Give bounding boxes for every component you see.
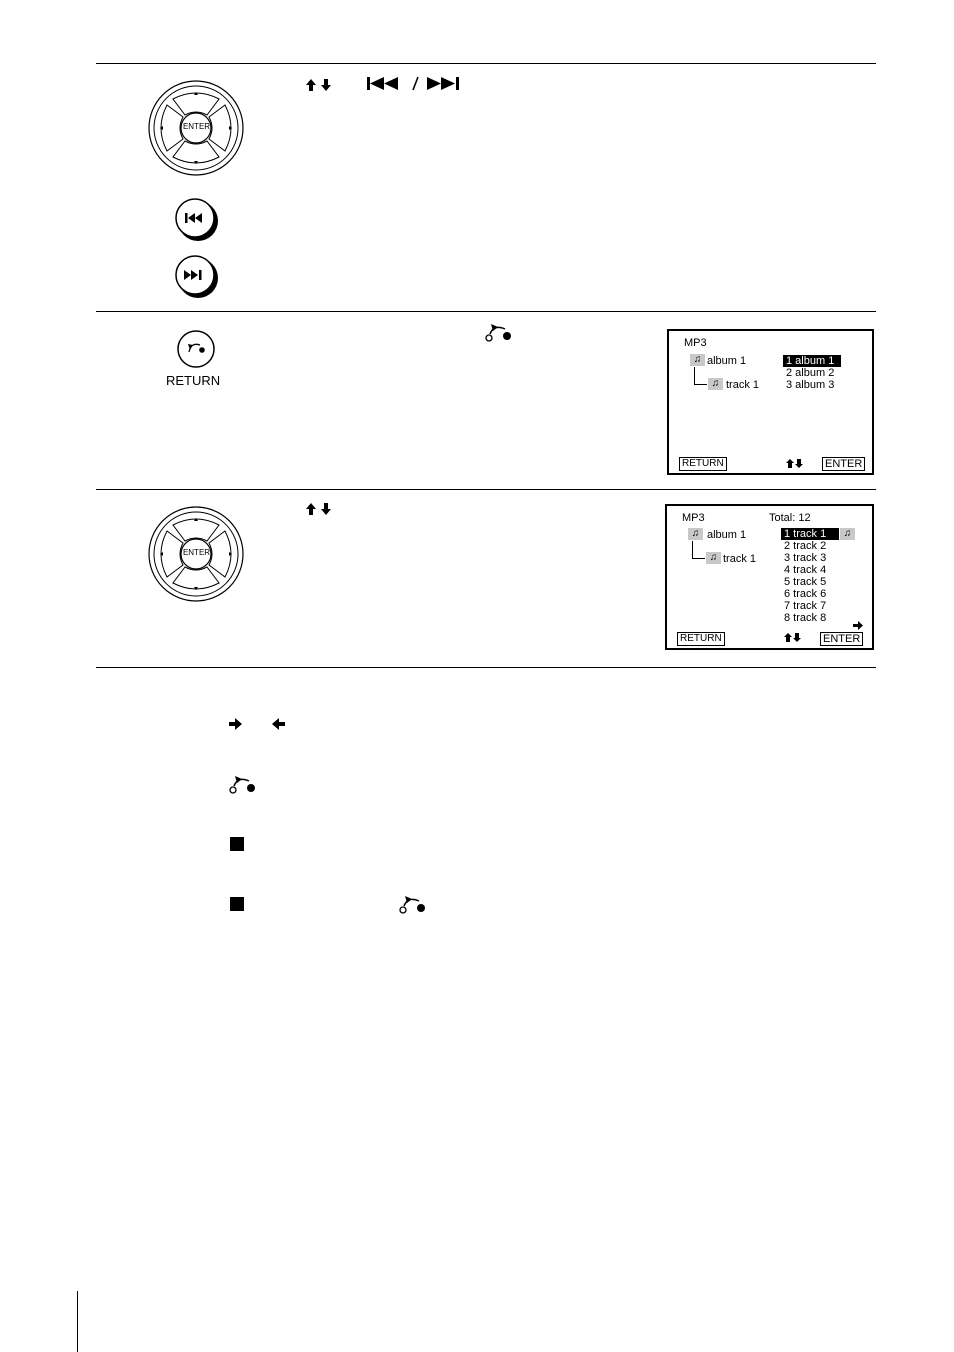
list-item[interactable]: 3 track 3: [784, 552, 827, 564]
total-count: Total: 12: [769, 512, 811, 524]
up-down-arrows-icon: [306, 503, 338, 515]
track-list-screen: [665, 504, 874, 650]
prev-button-icon: [174, 197, 220, 243]
prev-next-icon: [367, 76, 465, 92]
right-left-arrows-icon: [229, 718, 285, 730]
stop-icon: [230, 837, 245, 852]
tree-track-label: track 1: [726, 379, 760, 391]
music-note-icon: ♫: [709, 552, 718, 563]
page-margin-line: [77, 1291, 78, 1352]
tree-track-label: track 1: [723, 553, 757, 565]
list-item[interactable]: 5 track 5: [784, 576, 827, 588]
enter-key-hint: ENTER: [822, 457, 865, 471]
album-list-screen: [667, 329, 874, 475]
music-note-icon: ♫: [843, 528, 852, 539]
enter-button[interactable]: ENTER: [182, 548, 211, 557]
return-icon: [485, 322, 515, 342]
list-item[interactable]: 3 album 3: [786, 379, 835, 391]
list-item[interactable]: 4 track 4: [784, 564, 827, 576]
up-down-arrows-icon: [784, 633, 802, 642]
tree-line: [692, 558, 705, 559]
list-item[interactable]: 8 track 8: [784, 612, 827, 624]
music-note-icon: ♫: [693, 354, 702, 365]
divider-step3: [96, 489, 876, 490]
list-item[interactable]: 2 album 2: [786, 367, 835, 379]
divider-bottom: [96, 667, 876, 668]
return-icon: [229, 774, 259, 794]
divider-step2: [96, 311, 876, 312]
stop-icon: [230, 897, 245, 912]
tree-album-label: album 1: [707, 529, 747, 541]
list-item-selected[interactable]: 1 album 1: [783, 355, 841, 367]
enter-key-hint: ENTER: [820, 632, 863, 646]
tree-line: [694, 367, 695, 384]
tree-album-label: album 1: [707, 355, 747, 367]
list-item[interactable]: 7 track 7: [784, 600, 827, 612]
enter-button[interactable]: ENTER: [182, 122, 211, 131]
return-icon: [399, 894, 429, 914]
right-arrow-icon: [853, 621, 863, 630]
return-key-hint: RETURN: [679, 457, 727, 471]
return-button-label: RETURN: [166, 373, 221, 388]
up-down-arrows-icon: [786, 459, 804, 468]
music-note-icon: ♫: [691, 528, 700, 539]
screen-title: MP3: [684, 337, 707, 349]
list-item[interactable]: 2 track 2: [784, 540, 827, 552]
next-button-icon: [174, 254, 220, 300]
list-item-selected[interactable]: 1 track 1: [781, 528, 839, 540]
up-down-arrows-icon: [306, 79, 338, 91]
return-key-hint: RETURN: [677, 632, 725, 646]
divider-top: [96, 63, 876, 64]
return-button-icon: [175, 328, 217, 370]
screen-title: MP3: [682, 512, 705, 524]
tree-line: [694, 384, 707, 385]
tree-line: [692, 541, 693, 558]
music-note-icon: ♫: [711, 378, 720, 389]
list-item[interactable]: 6 track 6: [784, 588, 827, 600]
